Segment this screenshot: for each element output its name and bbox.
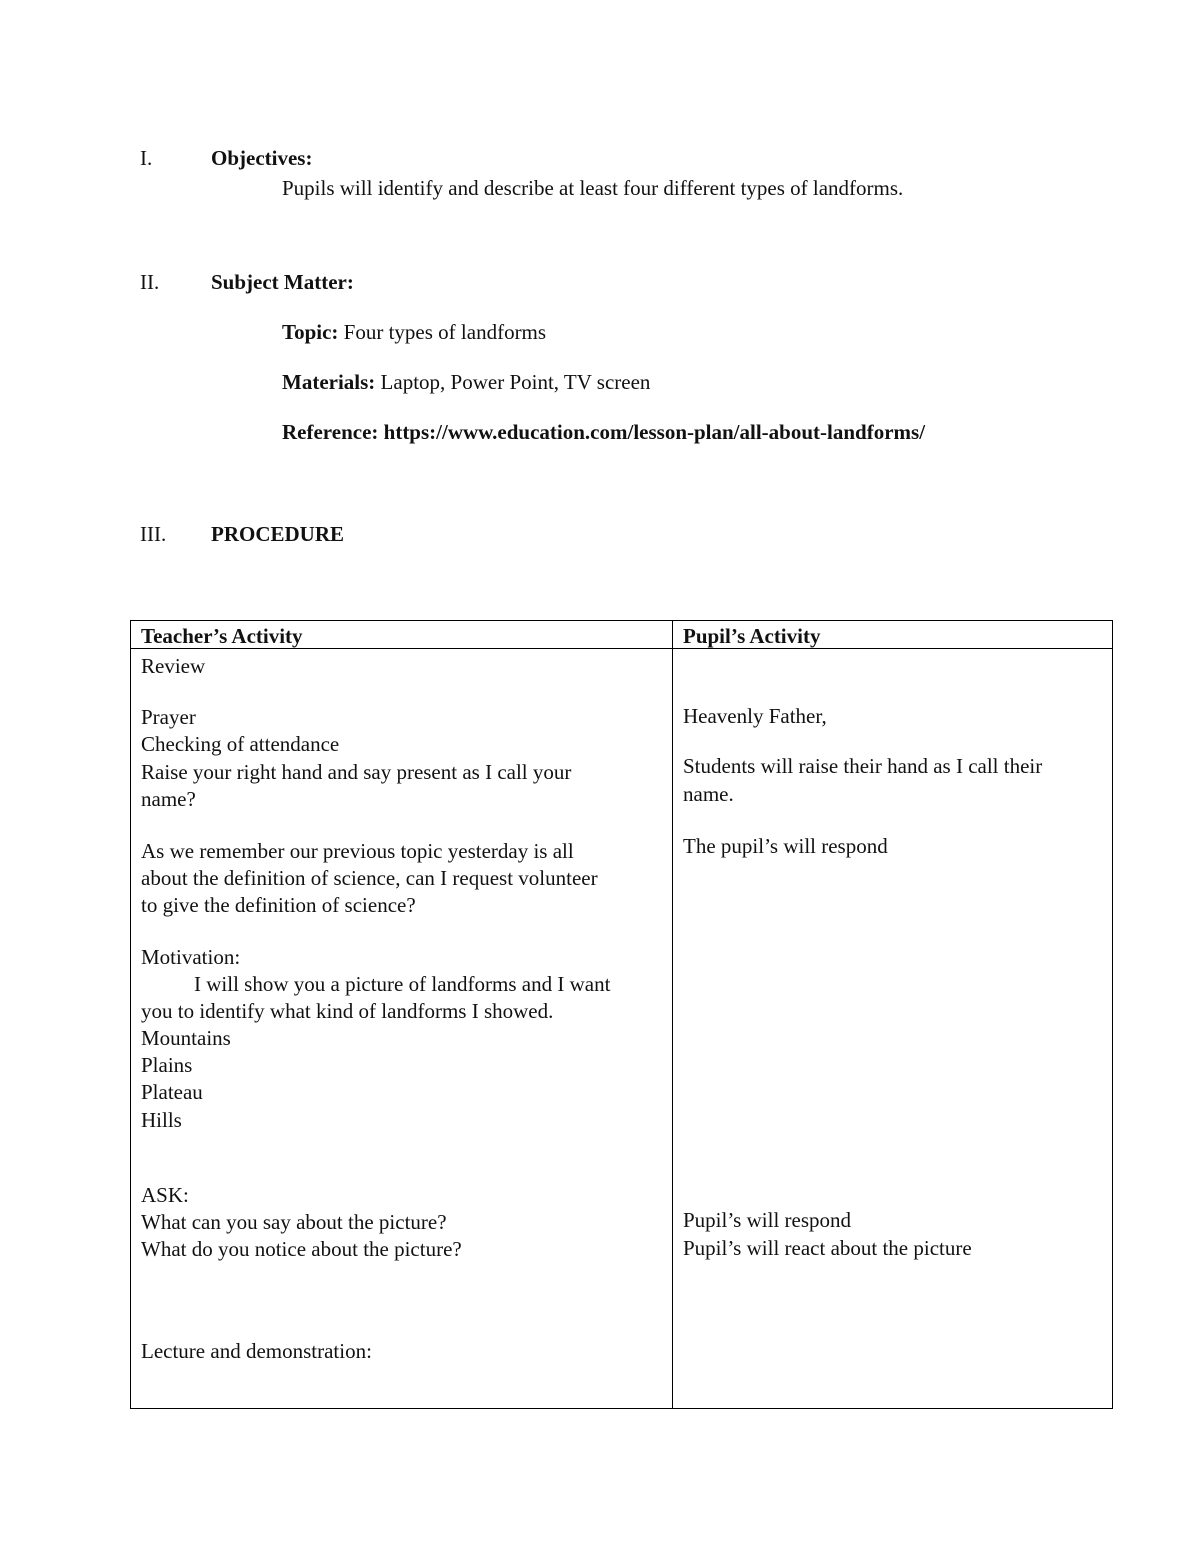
pupil-line: Heavenly Father, [683, 704, 827, 728]
teacher-line: Lecture and demonstration: [141, 1339, 372, 1363]
section-number-objectives: I. [140, 146, 153, 170]
table-header-divider [131, 648, 1112, 649]
reference-line [282, 422, 925, 443]
teacher-line: I will show you a picture of landforms and I want [194, 972, 611, 996]
pupil-line: Pupil’s will respond [683, 1208, 852, 1232]
teacher-line: ASK: [141, 1183, 189, 1207]
objectives-heading: Objectives: [211, 146, 313, 170]
teacher-line: you to identify what kind of landforms I showed. [141, 999, 554, 1023]
subject-matter-heading: Subject Matter: [211, 270, 354, 294]
reference-link[interactable]: https://www.education.com/lesson-plan/all-about-landforms/ [378, 420, 926, 444]
materials-line [282, 372, 650, 393]
procedure-table [130, 620, 1113, 1409]
teacher-line: As we remember our previous topic yesterday is all [141, 839, 574, 863]
materials-value: Laptop, Power Point, TV screen [375, 370, 651, 394]
teacher-line: name? [141, 787, 196, 811]
teacher-line: Hills [141, 1108, 182, 1132]
teacher-line: Prayer [141, 705, 196, 729]
topic-value: Four types of landforms [338, 320, 547, 344]
teacher-line: Plains [141, 1053, 193, 1077]
teacher-line: Review [141, 654, 206, 678]
topic-label: Topic: [282, 320, 339, 344]
pupil-line: Pupil’s will react about the picture [683, 1236, 972, 1260]
teacher-line: Motivation: [141, 945, 241, 969]
teacher-line: Mountains [141, 1026, 231, 1050]
section-number-procedure: III. [140, 522, 167, 546]
pupil-line: name. [683, 782, 734, 806]
table-column-divider [672, 621, 673, 1408]
pupil-line: Students will raise their hand as I call their [683, 754, 1043, 778]
teacher-line: Raise your right hand and say present as I call your [141, 760, 572, 784]
teacher-line: Plateau [141, 1080, 203, 1104]
teacher-line: Checking of attendance [141, 732, 340, 756]
section-number-subject-matter: II. [140, 270, 160, 294]
objectives-text: Pupils will identify and describe at least four different types of landforms. [282, 176, 904, 200]
procedure-heading: PROCEDURE [211, 522, 345, 546]
materials-label: Materials: [282, 370, 376, 394]
teacher-line: What do you notice about the picture? [141, 1237, 462, 1261]
teacher-activity-header: Teacher’s Activity [141, 624, 303, 648]
teacher-line: to give the definition of science? [141, 893, 416, 917]
teacher-line: What can you say about the picture? [141, 1210, 447, 1234]
teacher-line: about the definition of science, can I request volunteer [141, 866, 598, 890]
reference-label: Reference: [282, 420, 379, 444]
pupil-line: The pupil’s will respond [683, 834, 888, 858]
topic-line [282, 322, 546, 343]
pupil-activity-header: Pupil’s Activity [683, 624, 821, 648]
